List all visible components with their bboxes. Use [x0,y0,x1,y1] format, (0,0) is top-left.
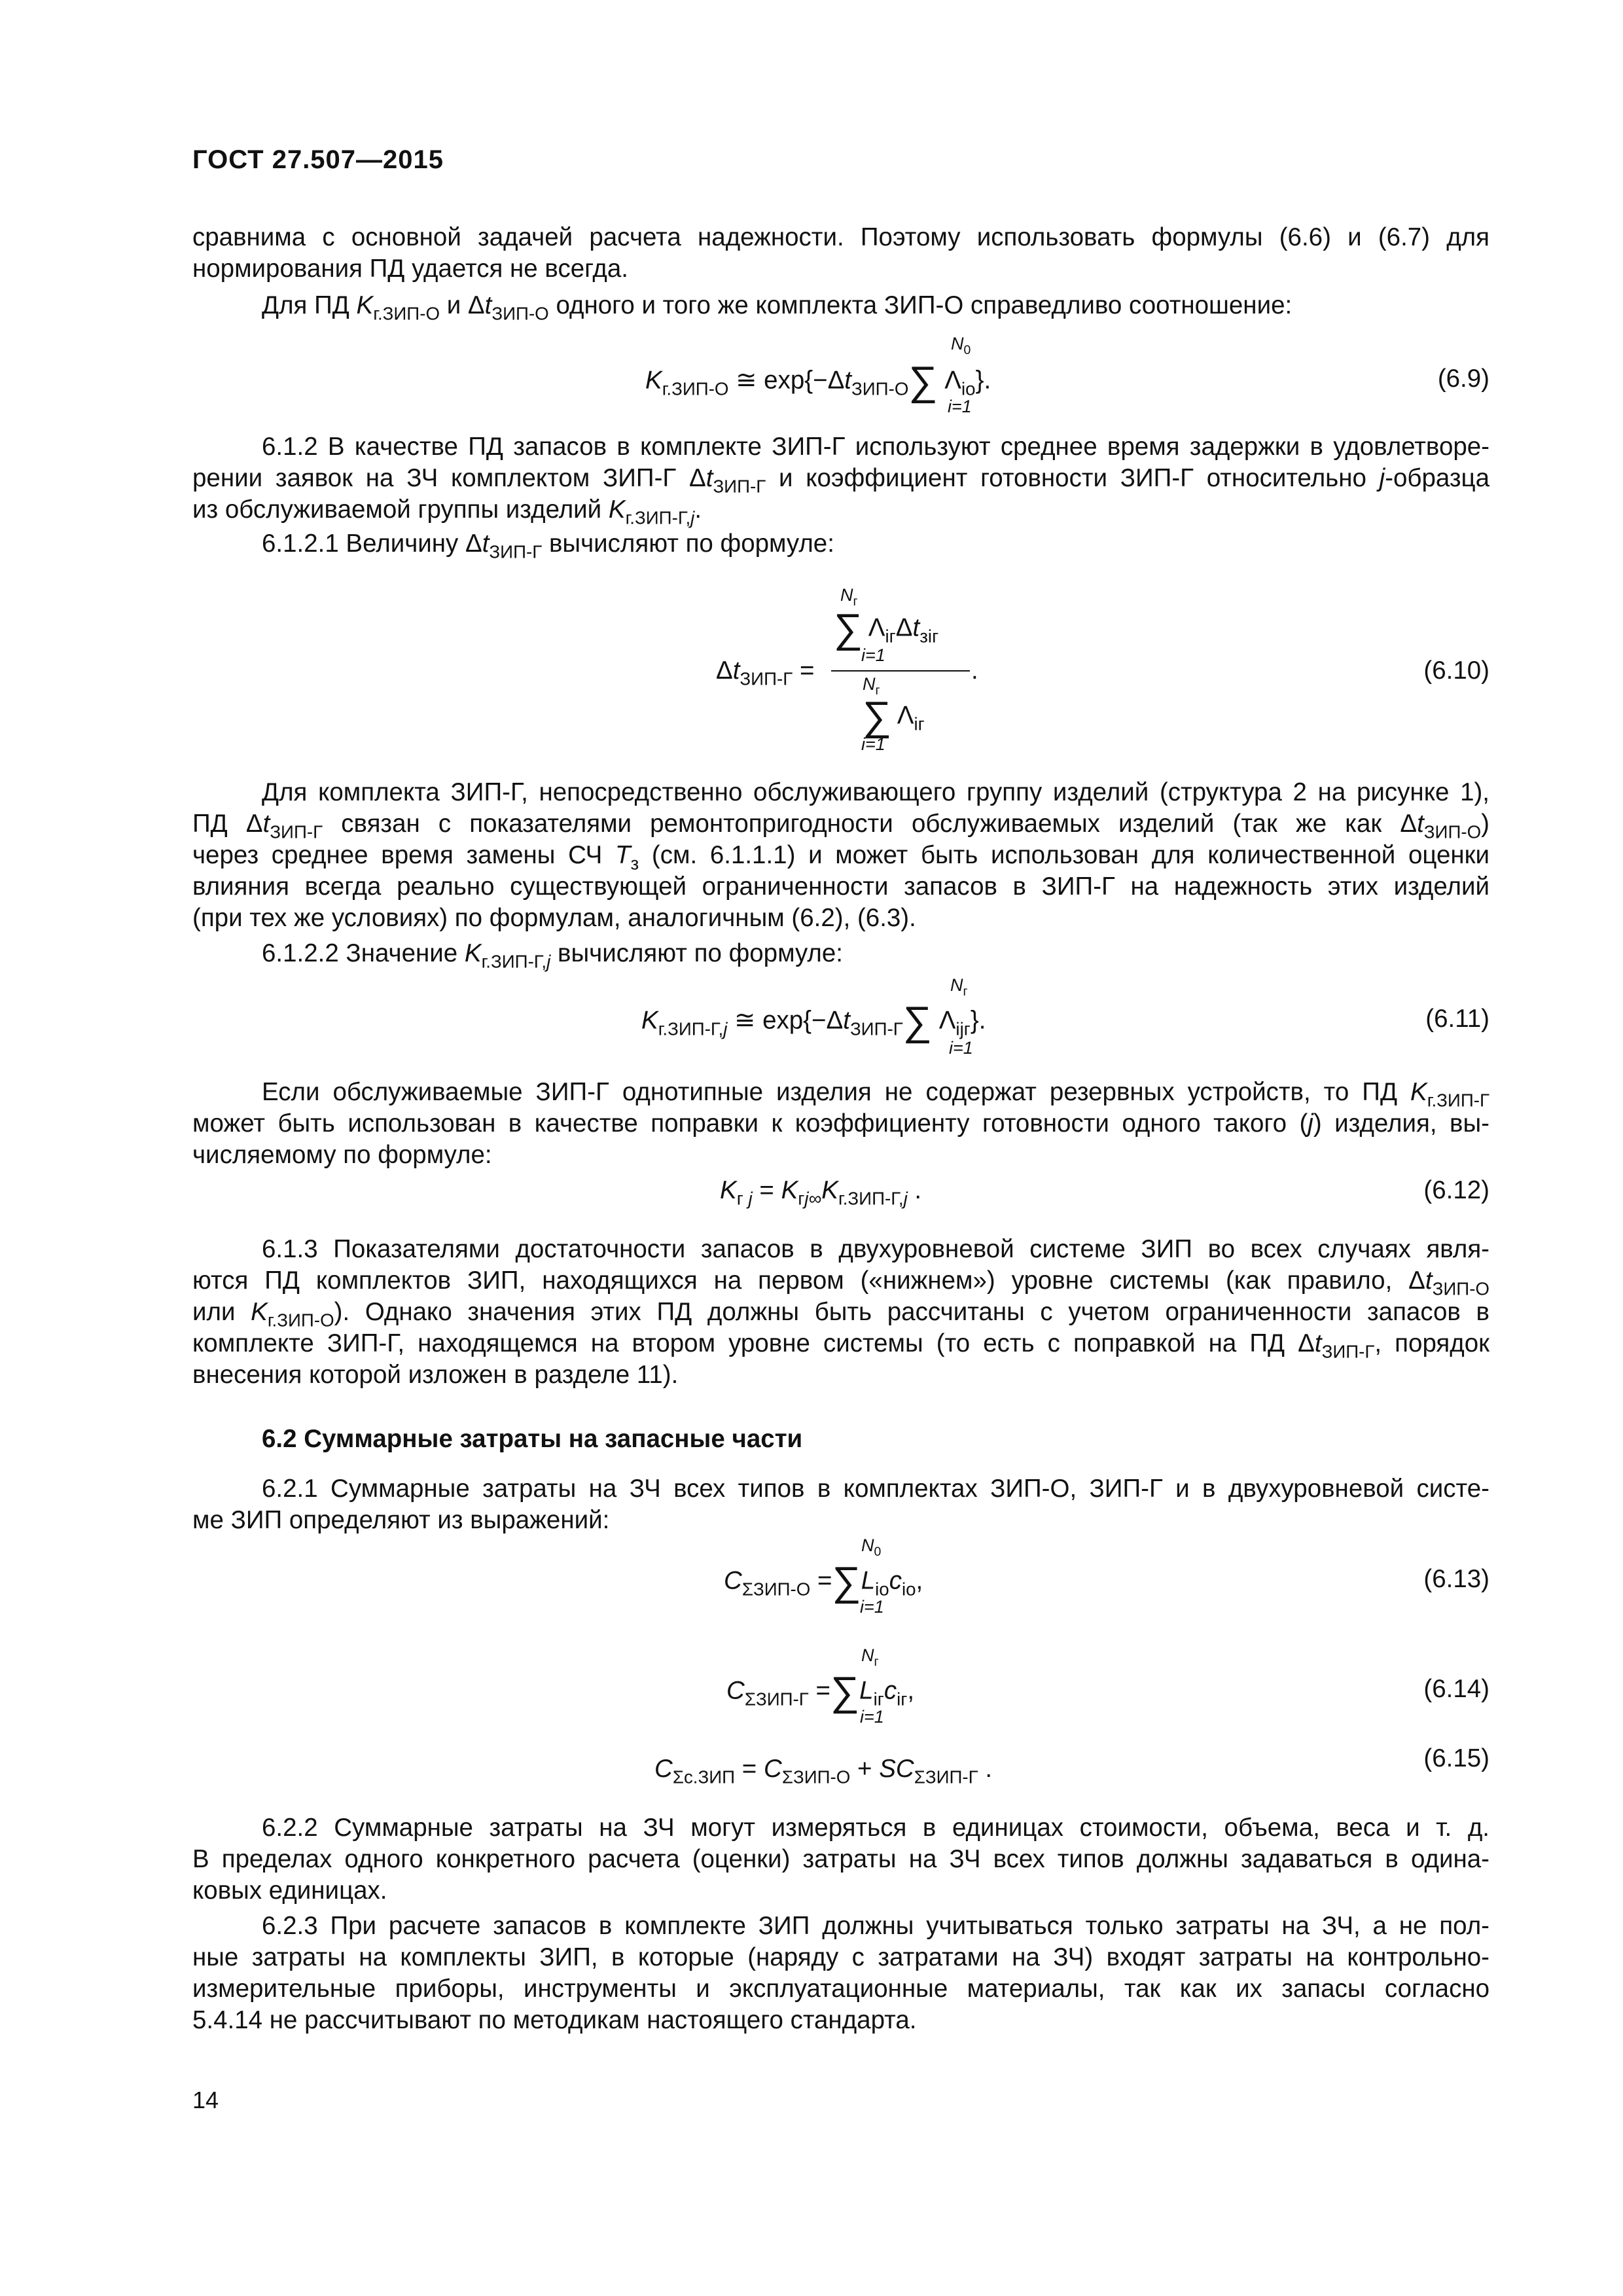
paragraph-line: 5.4.14 не рассчитывают по методикам настоящего стандарта. [192,2006,917,2034]
equation-number: (6.12) [1423,1176,1489,1204]
equation-number: (6.14) [1423,1675,1489,1703]
equation-number: (6.11) [1425,1005,1489,1033]
paragraph-line: влияния всегда реально существующей ограниченности запасов в ЗИП-Г на надежность этих изделий [192,872,1489,901]
paragraph-line: В пределах одного конкретного расчета (оценки) затраты на ЗЧ всех типов должны задаваться в одина- [192,1845,1489,1873]
equation-number: (6.9) [1437,365,1489,393]
paragraph-line: измерительные приборы, инструменты и эксплуатационные материалы, так как их запасы согласно [192,1975,1489,2003]
paragraph-line: ме ЗИП определяют из выражений: [192,1506,610,1534]
paragraph-line: сравнима с основной задачей расчета надежности. Поэтому использовать формулы (6.6) и (6.7) для [192,223,1489,251]
paragraph-line: 6.1.3 Показателями достаточности запасов в двухуровневой системе ЗИП во всех случаях явля- [262,1235,1489,1263]
paragraph-line: 6.1.2.1 Величину $\Delta t_{ЗИП-Г}$ вычисляют по формуле: [262,529,834,562]
paragraph-line: или $K_{г.ЗИП-О}$). Однако значения этих ПД должны быть рассчитаны с учетом ограниченности запасов в [192,1298,1489,1331]
fraction-bar [831,670,970,672]
paragraph-line: (при тех же условиях) по формулам, аналогичным (6.2), (6.3). [192,904,916,932]
paragraph-line: ПД $\Delta t_{ЗИП-Г}$ связан с показателями ремонтопригодности обслуживаемых изделий (так же как $\Delta t_{ЗИП-О}$) [192,810,1489,842]
paragraph-line: Для ПД $K_{г.ЗИП-О}$ и $\Delta t_{ЗИП-О}$ одного и того же комплекта ЗИП-О справедливо соотношение: [262,291,1293,324]
paragraph-line: рении заявок на ЗЧ комплектом ЗИП-Г $\Delta t_{ЗИП-Г}$ и коэффициент готовности ЗИП-Г относительно j-образца [192,464,1489,497]
paragraph-line: ются ПД комплектов ЗИП, находящихся на первом («нижнем») уровне системы (как правило, $\Delta t_{ЗИП-О}$ [192,1266,1489,1299]
paragraph-line: Если обслуживаемые ЗИП-Г однотипные изделия не содержат резервных устройств, то ПД $K_{г.ЗИП-Г}$ [262,1078,1489,1111]
equation-number: (6.13) [1423,1565,1489,1593]
paragraph-line: 6.2.2 Суммарные затраты на ЗЧ могут измеряться в единицах стоимости, объема, веса и т. д. [262,1814,1489,1842]
paragraph-line: из обслуживаемой группы изделий $K_{г.ЗИП-Г,j}$. [192,495,702,528]
paragraph-line: 6.1.2.2 Значение $K_{г.ЗИП-Г,j}$ вычисляют по формуле: [262,939,843,972]
equation-number: (6.10) [1423,656,1489,685]
paragraph-line: 6.2.3 При расчете запасов в комплекте ЗИП должны учитываться только затраты на ЗЧ, а не пол- [262,1912,1489,1940]
paragraph-line: может быть использован в качестве поправки к коэффициенту готовности одного такого (j) изделия, вы- [192,1109,1489,1138]
document-code: ГОСТ 27.507—2015 [192,145,444,174]
paragraph-line: через среднее время замены СЧ $T_з$ (см. 6.1.1.1) и может быть использован для количественной оценки [192,841,1489,874]
page-number: 14 [192,2087,219,2113]
paragraph-line: комплекте ЗИП-Г, находящемся на втором уровне системы (то есть с поправкой на ПД $\Delta t_{ЗИП-Г}$, порядок [192,1329,1489,1362]
paragraph-line: ные затраты на комплекты ЗИП, в которые (наряду с затратами на ЗЧ) входят затраты на контрольно- [192,1943,1489,1971]
paragraph-line: 6.1.2 В качестве ПД запасов в комплекте ЗИП-Г используют среднее время задержки в удовлетворе- [262,433,1489,461]
paragraph-line: ковых единицах. [192,1876,387,1905]
paragraph-line: внесения которой изложен в разделе 11). [192,1361,679,1389]
equation-number: (6.15) [1423,1744,1489,1772]
paragraph-line: числяемому по формуле: [192,1141,492,1169]
section-heading: 6.2 Суммарные затраты на запасные части [262,1425,803,1453]
paragraph-line: нормирования ПД удается не всегда. [192,255,628,283]
paragraph-line: Для комплекта ЗИП-Г, непосредственно обслуживающего группу изделий (структура 2 на рисунке 1), [262,778,1489,806]
paragraph-line: 6.2.1 Суммарные затраты на ЗЧ всех типов в комплектах ЗИП-О, ЗИП-Г и в двухуровневой систе- [262,1475,1489,1503]
